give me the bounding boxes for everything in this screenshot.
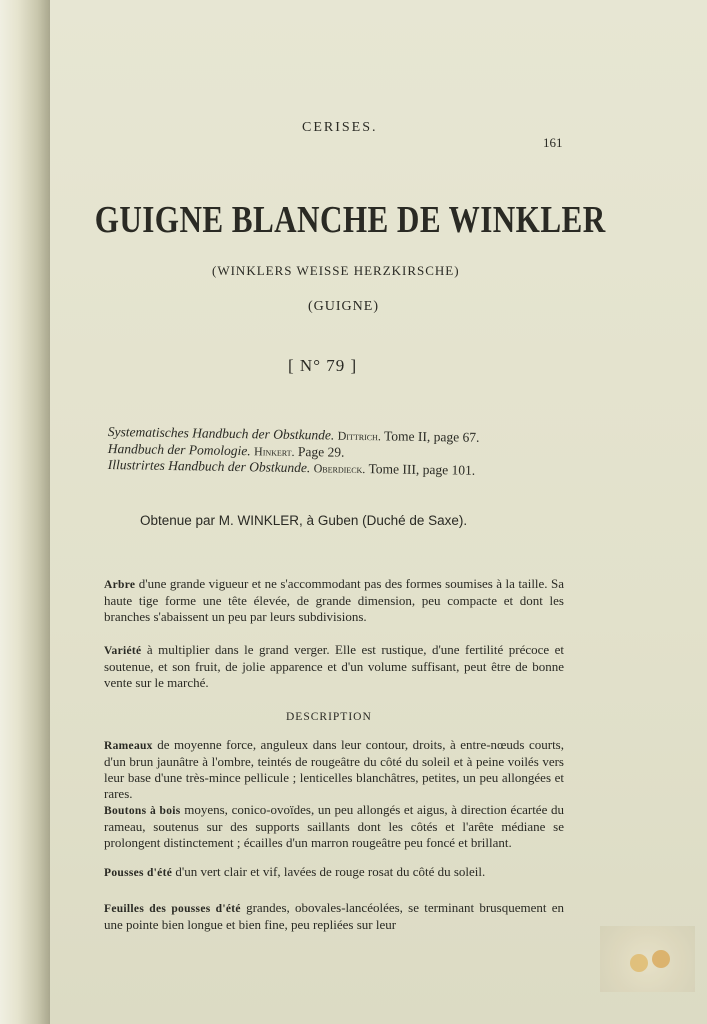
paragraph-text: grandes, obovales-lancéolées, se terminant brusquement en une pointe bien longue et bien fine, peu repliées sur leur (104, 900, 565, 932)
references (107, 424, 548, 478)
paragraph-text: d'un vert clair et vif, lavées de rouge rosat du côté du soleil. (175, 864, 486, 879)
paragraph-lead: Variété (104, 645, 142, 657)
entry-number: [ N° 79 ] (288, 356, 358, 375)
paragraph-lead: Arbre (104, 579, 136, 591)
fruit-icon (652, 950, 670, 968)
watermark-thumbnail (600, 926, 695, 992)
reference-line: Handbuch der Pomologie. Hinkert. Page 29. (107, 440, 345, 460)
description-heading: DESCRIPTION (286, 711, 372, 723)
paragraph-lead: Feuilles des pousses d'été (104, 903, 241, 915)
paragraph-lead: Pousses d'été (104, 867, 173, 879)
paragraph-pousses (104, 864, 564, 881)
book-spine-shadow (0, 0, 50, 1024)
paragraph-variete (104, 642, 564, 691)
paragraph-text: à multiplier dans le grand verger. Elle est rustique, d'une fertilité précoce et soutenue, et son fruit, de jolie apparence et d'un volume suffisant, peut être de bonne vente sur le marché. (104, 642, 565, 690)
paragraph-text: d'une grande vigueur et ne s'accommodant pas des formes soumises à la taille. Sa haute tige forme une tête élevée, de grande dimension, peu compacte et dont les branches s'abaissent un peu par leurs subdivisions. (104, 576, 565, 624)
origin-line: Obtenue par M. WINKLER, à Guben (Duché de Saxe). (140, 513, 468, 528)
paragraph-lead: Rameaux (104, 740, 153, 752)
paragraph-text: de moyenne force, anguleux dans leur contour, droits, à entre-nœuds courts, d'un brun jaunâtre à l'ombre, teintés de rougeâtre du côté du soleil et à peine voilés vers leur base d'une très-mince pellicule ; lenticelles blanchâtres, petites, un peu allongées et rares. (104, 737, 564, 801)
paragraph-rameaux (104, 737, 564, 802)
paragraph-text: moyens, conico-ovoïdes, un peu allongés et aigus, à direction écartée du rameau, soutenus sur des supports saillants dont les côtés et l'arête médiane se prolongent distinctement ; écailles d'un marron rougeâtre peu foncé et brillant. (104, 802, 564, 850)
reference-line: Illustrirtes Handbuch der Obstkunde. Oberdieck. Tome III, page 101. (107, 457, 476, 478)
fruit-category: (GUIGNE) (308, 299, 379, 314)
reference-line: Systematisches Handbuch der Obstkunde. Dittrich. Tome II, page 67. (107, 424, 480, 445)
fruit-icon (630, 954, 648, 972)
paragraph-lead: Boutons à bois (104, 805, 181, 817)
paragraph-feuilles (104, 900, 564, 933)
page-number: 161 (543, 135, 563, 150)
subtitle: (WINKLERS WEISSE HERZKIRSCHE) (212, 263, 460, 278)
page-title: GUIGNE BLANCHE DE WINKLER (94, 199, 606, 241)
paragraph-boutons (104, 802, 564, 851)
paragraph-arbre (104, 576, 564, 625)
running-head: CERISES. (302, 120, 378, 135)
